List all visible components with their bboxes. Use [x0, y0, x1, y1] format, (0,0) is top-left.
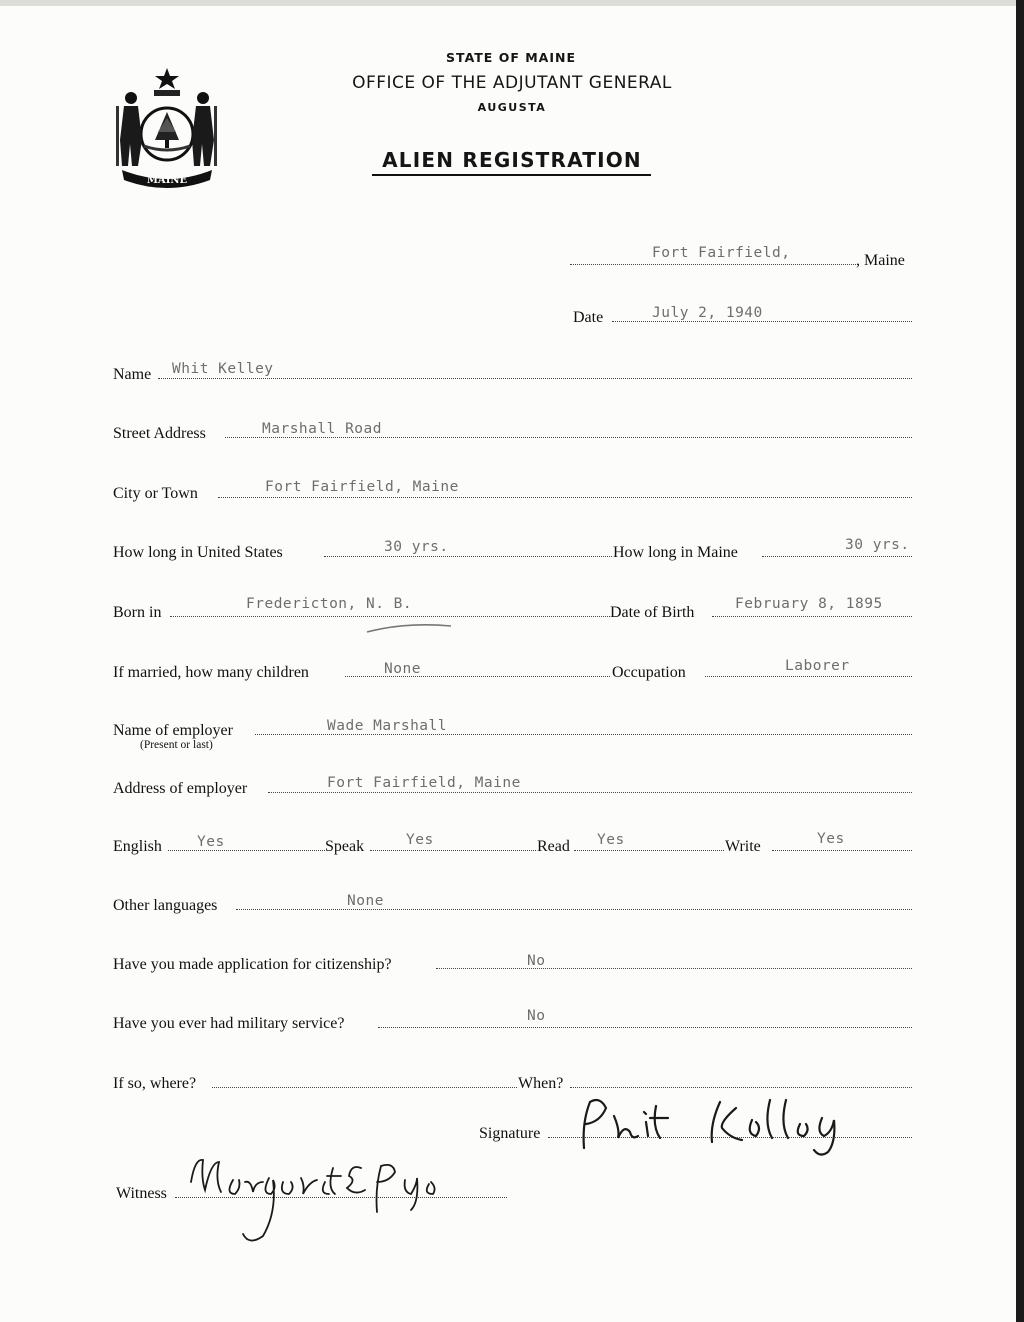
maine-years-field-line: [762, 556, 912, 557]
witness-label: Witness: [116, 1185, 167, 1202]
maine-years-value: 30 yrs.: [845, 537, 910, 553]
other-languages-label: Other languages: [113, 897, 218, 914]
children-value: None: [384, 661, 421, 677]
where-field-line: [212, 1087, 517, 1088]
name-value: Whit Kelley: [172, 361, 274, 377]
speak-value: Yes: [406, 832, 434, 848]
applicant-signature: [560, 1088, 900, 1158]
where-label: If so, where?: [113, 1075, 197, 1092]
us-years-label: How long in United States: [113, 544, 283, 561]
employer-sublabel: (Present or last): [140, 739, 213, 751]
street-value: Marshall Road: [262, 421, 382, 437]
date-field-line: [612, 321, 912, 322]
name-label: Name: [113, 366, 152, 383]
dob-field-line: [712, 616, 912, 617]
form-title: ALIEN REGISTRATION: [382, 148, 642, 172]
seal-ribbon-text: MAINE: [146, 175, 188, 186]
us-years-field-line: [324, 556, 612, 557]
read-field-line: [574, 850, 724, 851]
when-label: When?: [518, 1075, 564, 1092]
read-value: Yes: [597, 832, 625, 848]
title-underline: [372, 174, 651, 176]
city-value: Fort Fairfield, Maine: [265, 479, 459, 495]
citizenship-field-line: [436, 968, 912, 969]
citizenship-label: Have you made application for citizenship?: [113, 956, 392, 973]
speak-label: Speak: [325, 838, 365, 855]
write-value: Yes: [817, 831, 845, 847]
children-label: If married, how many children: [113, 664, 309, 681]
employer-label: Name of employer: [113, 722, 233, 739]
born-label: Born in: [113, 604, 162, 621]
other-languages-field-line: [236, 909, 912, 910]
us-years-value: 30 yrs.: [384, 539, 449, 555]
military-value: No: [527, 1008, 546, 1024]
date-label: Date: [573, 309, 604, 326]
city-field-line: [218, 497, 912, 498]
date-value: July 2, 1940: [652, 305, 763, 321]
scan-edge-top: [0, 0, 1024, 6]
occupation-label: Occupation: [612, 664, 686, 681]
occupation-value: Laborer: [785, 658, 850, 674]
born-field-line: [170, 616, 610, 617]
header-city: AUGUSTA: [477, 101, 547, 114]
signature-label: Signature: [479, 1125, 541, 1142]
speak-field-line: [370, 850, 536, 851]
employer-address-label: Address of employer: [113, 780, 248, 797]
dob-label: Date of Birth: [610, 604, 695, 621]
employer-address-field-line: [268, 792, 912, 793]
place-field-line: [570, 264, 856, 265]
military-field-line: [378, 1027, 912, 1028]
citizenship-value: No: [527, 953, 546, 969]
employer-address-value: Fort Fairfield, Maine: [327, 775, 521, 791]
place-value: Fort Fairfield,: [652, 245, 791, 261]
born-value: Fredericton, N. B.: [246, 596, 413, 612]
english-field-line: [168, 850, 325, 851]
street-field-line: [225, 437, 912, 438]
employer-field-line: [255, 734, 912, 735]
place-suffix-label: , Maine: [856, 252, 905, 269]
employer-value: Wade Marshall: [327, 718, 447, 734]
scan-edge-right: [1016, 0, 1024, 1322]
english-label: English: [113, 838, 162, 855]
witness-signature: [185, 1148, 455, 1248]
maine-years-label: How long in Maine: [613, 544, 738, 561]
header-state: STATE OF MAINE: [446, 50, 576, 65]
military-label: Have you ever had military service?: [113, 1015, 345, 1032]
dob-value: February 8, 1895: [735, 596, 883, 612]
name-field-line: [158, 378, 912, 379]
occupation-field-line: [705, 676, 912, 677]
write-field-line: [772, 850, 912, 851]
pen-stroke-mark: [365, 620, 455, 636]
read-label: Read: [537, 838, 570, 855]
other-languages-value: None: [347, 893, 384, 909]
english-value: Yes: [197, 834, 225, 850]
street-label: Street Address: [113, 425, 206, 442]
write-label: Write: [725, 838, 761, 855]
header-office: OFFICE OF THE ADJUTANT GENERAL: [352, 73, 672, 93]
city-label: City or Town: [113, 485, 198, 502]
